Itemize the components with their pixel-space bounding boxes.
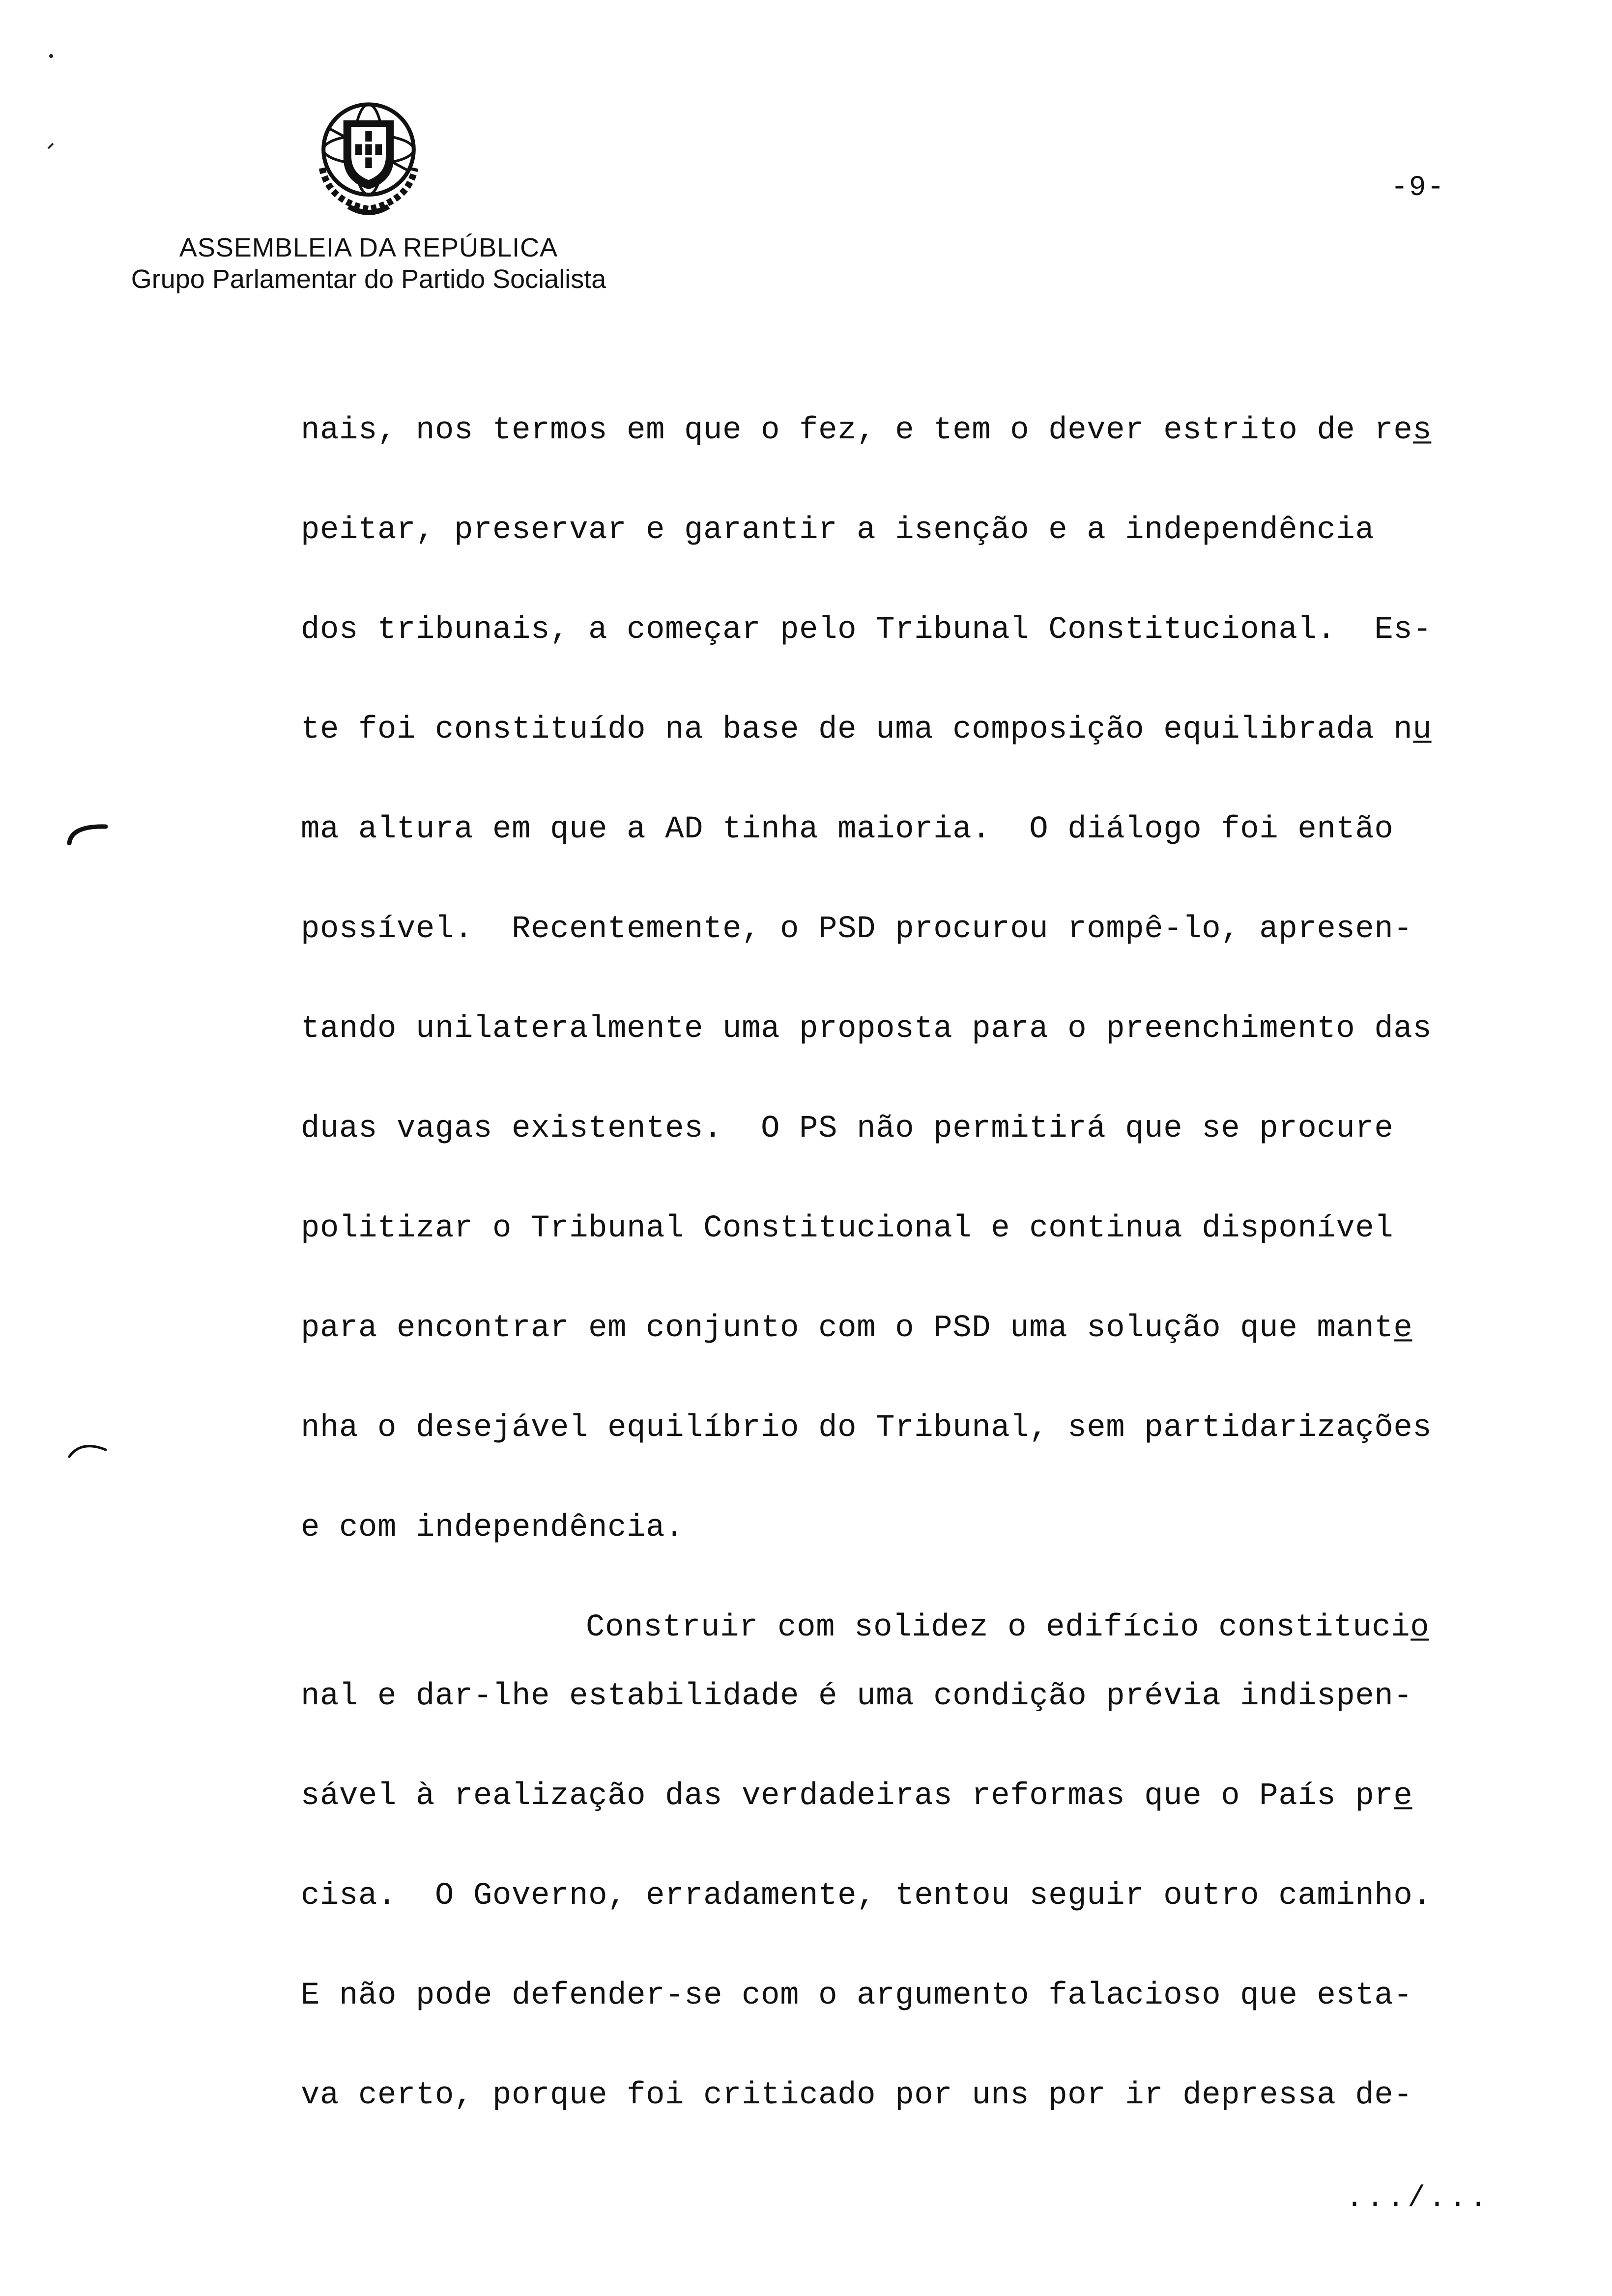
letterhead [74, 88, 663, 295]
page-number: -9- [1391, 172, 1445, 204]
text-line: possível. Recentemente, o PSD procurou rompê-lo, apresen- [301, 912, 1413, 947]
org-name: ASSEMBLEIA DA REPÚBLICA [179, 233, 558, 262]
text-line: sável à realização das verdadeiras reformas que o País pre̲ [301, 1779, 1413, 1814]
margin-mark [48, 53, 54, 59]
text-line: politizar o Tribunal Constitucional e continua disponível [301, 1211, 1394, 1246]
text-line: e com independência. [301, 1510, 685, 1546]
org-subtitle: Grupo Parlamentar do Partido Socialista [131, 264, 606, 294]
text-line: peitar, preservar e garantir a isenção e a independência [301, 513, 1375, 548]
text-line: nha o desejável equilíbrio do Tribunal, sem partidarizações [301, 1410, 1432, 1446]
text-line: Construir com solidez o edifício constitucio̲ [586, 1610, 1430, 1645]
text-line: ma altura em que a AD tinha maioria. O diálogo foi então [301, 812, 1394, 847]
text-line: va certo, porque foi criticado por uns por ir depressa de- [301, 2078, 1413, 2113]
text-line: E não pode defender-se com o argumento falacioso que esta- [301, 1978, 1413, 2013]
text-line: para encontrar em conjunto com o PSD uma solução que mante̲ [301, 1311, 1413, 1346]
text-line: tando unilateralmente uma proposta para o preenchimento das [301, 1011, 1432, 1047]
text-line: te foi constituído na base de uma composição equilibrada nu̲ [301, 712, 1432, 747]
text-line: nal e dar-lhe estabilidade é uma condição prévia indispen- [301, 1679, 1413, 1714]
margin-mark [66, 816, 111, 845]
text-line: duas vagas existentes. O PS não permitirá que se procure [301, 1111, 1394, 1147]
continuation-marker: .../... [1346, 2182, 1491, 2215]
text-line: nais, nos termos em que o fez, e tem o dever estrito de res̲ [301, 413, 1432, 448]
text-line: cisa. O Governo, erradamente, tentou seguir outro caminho. [301, 1878, 1432, 1914]
margin-mark [47, 143, 54, 149]
document-body [301, 413, 1549, 2178]
coat-of-arms-icon [302, 88, 435, 221]
margin-mark [66, 1435, 111, 1460]
text-line: dos tribunais, a começar pelo Tribunal Constitucional. Es- [301, 612, 1432, 648]
